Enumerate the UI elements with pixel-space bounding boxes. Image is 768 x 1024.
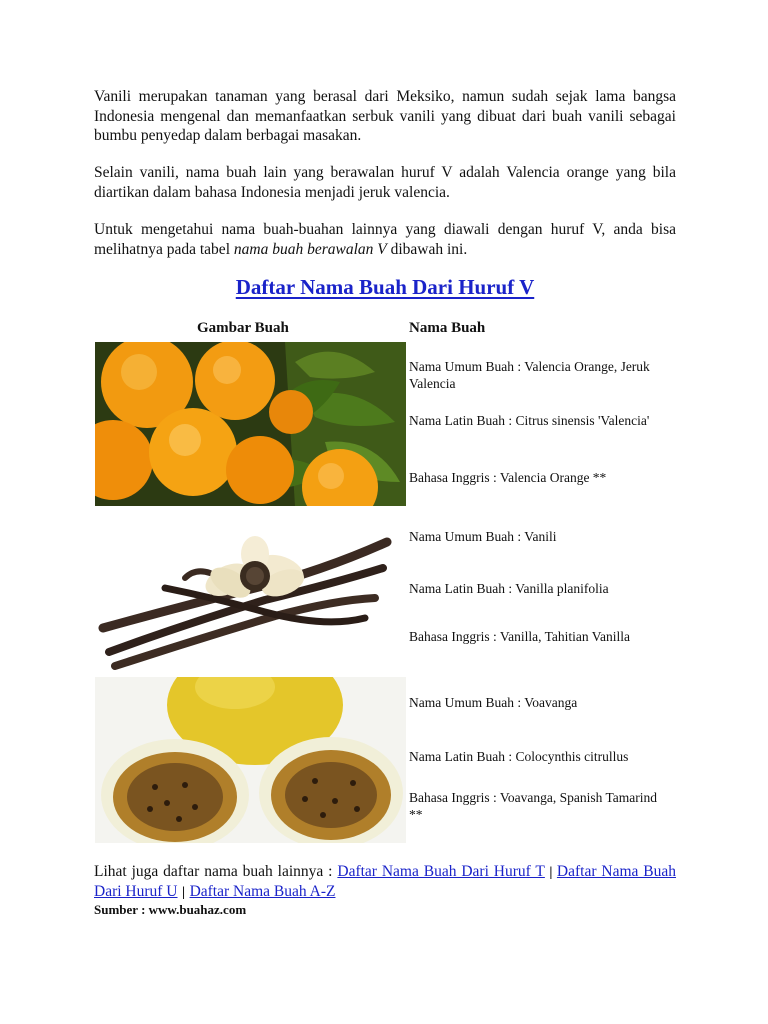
column-header-image: Gambar Buah: [197, 320, 289, 336]
latin-name: Nama Latin Buah : Vanilla planifolia: [409, 581, 609, 596]
latin-name: Nama Latin Buah : Citrus sinensis 'Valencia': [409, 413, 650, 428]
intro-paragraph-3-end: dibawah ini.: [386, 240, 468, 258]
table-heading[interactable]: [94, 275, 676, 300]
intro-paragraph-3-italic: nama buah berawalan V: [233, 240, 387, 258]
link-a-z[interactable]: Daftar Nama Buah A-Z: [189, 883, 336, 900]
common-name: Nama Umum Buah : Voavanga: [409, 695, 578, 710]
link-huruf-t[interactable]: Daftar Nama Buah Dari Huruf T: [337, 863, 545, 880]
source-credit: Sumber : www.buahaz.com: [94, 902, 247, 917]
table-heading-link[interactable]: Daftar Nama Buah Dari Huruf V: [235, 275, 535, 299]
vanilla-photo: [95, 528, 406, 670]
english-name: Bahasa Inggris : Voavanga, Spanish Tamarind **: [409, 790, 658, 822]
intro-paragraph-3-text: Untuk mengetahui nama buah-buahan lainnya yang diawali dengan huruf V, anda bisa melihatnya pada tabel: [94, 221, 676, 258]
link-huruf-u[interactable]: Daftar Nama Buah Dari Huruf U: [94, 863, 677, 900]
intro-paragraph-1: Vanili merupakan tanaman yang berasal dari Meksiko, namun sudah sejak lama bangsa Indonesia mengenal dan memanfaatkan serbuk vanili yang dibuat dari buah vanili sebagai bumbu penyedap dalam berbagai masakan.: [94, 88, 676, 144]
english-name: Bahasa Inggris : Vanilla, Tahitian Vanilla: [409, 629, 631, 644]
see-also-prefix: Lihat juga daftar nama buah lainnya :: [94, 863, 338, 880]
see-also-line: [94, 862, 676, 902]
common-name: Nama Umum Buah : Vanili: [409, 529, 557, 544]
intro-paragraph-2: Selain vanili, nama buah lain yang berawalan huruf V adalah Valencia orange yang bila diartikan dalam bahasa Indonesia menjadi jeruk valencia.: [94, 164, 676, 201]
column-header-name: Nama Buah: [409, 320, 486, 336]
common-name: Nama Umum Buah : Valencia Orange, Jeruk Valencia: [409, 359, 650, 391]
english-name: Bahasa Inggris : Valencia Orange **: [409, 470, 607, 485]
latin-name: Nama Latin Buah : Colocynthis citrullus: [409, 749, 629, 764]
voavanga-photo: [95, 677, 406, 843]
intro-paragraph-3: [94, 220, 676, 259]
separator: |: [181, 885, 186, 899]
valencia-orange-photo: [95, 342, 406, 506]
separator: |: [548, 865, 553, 879]
